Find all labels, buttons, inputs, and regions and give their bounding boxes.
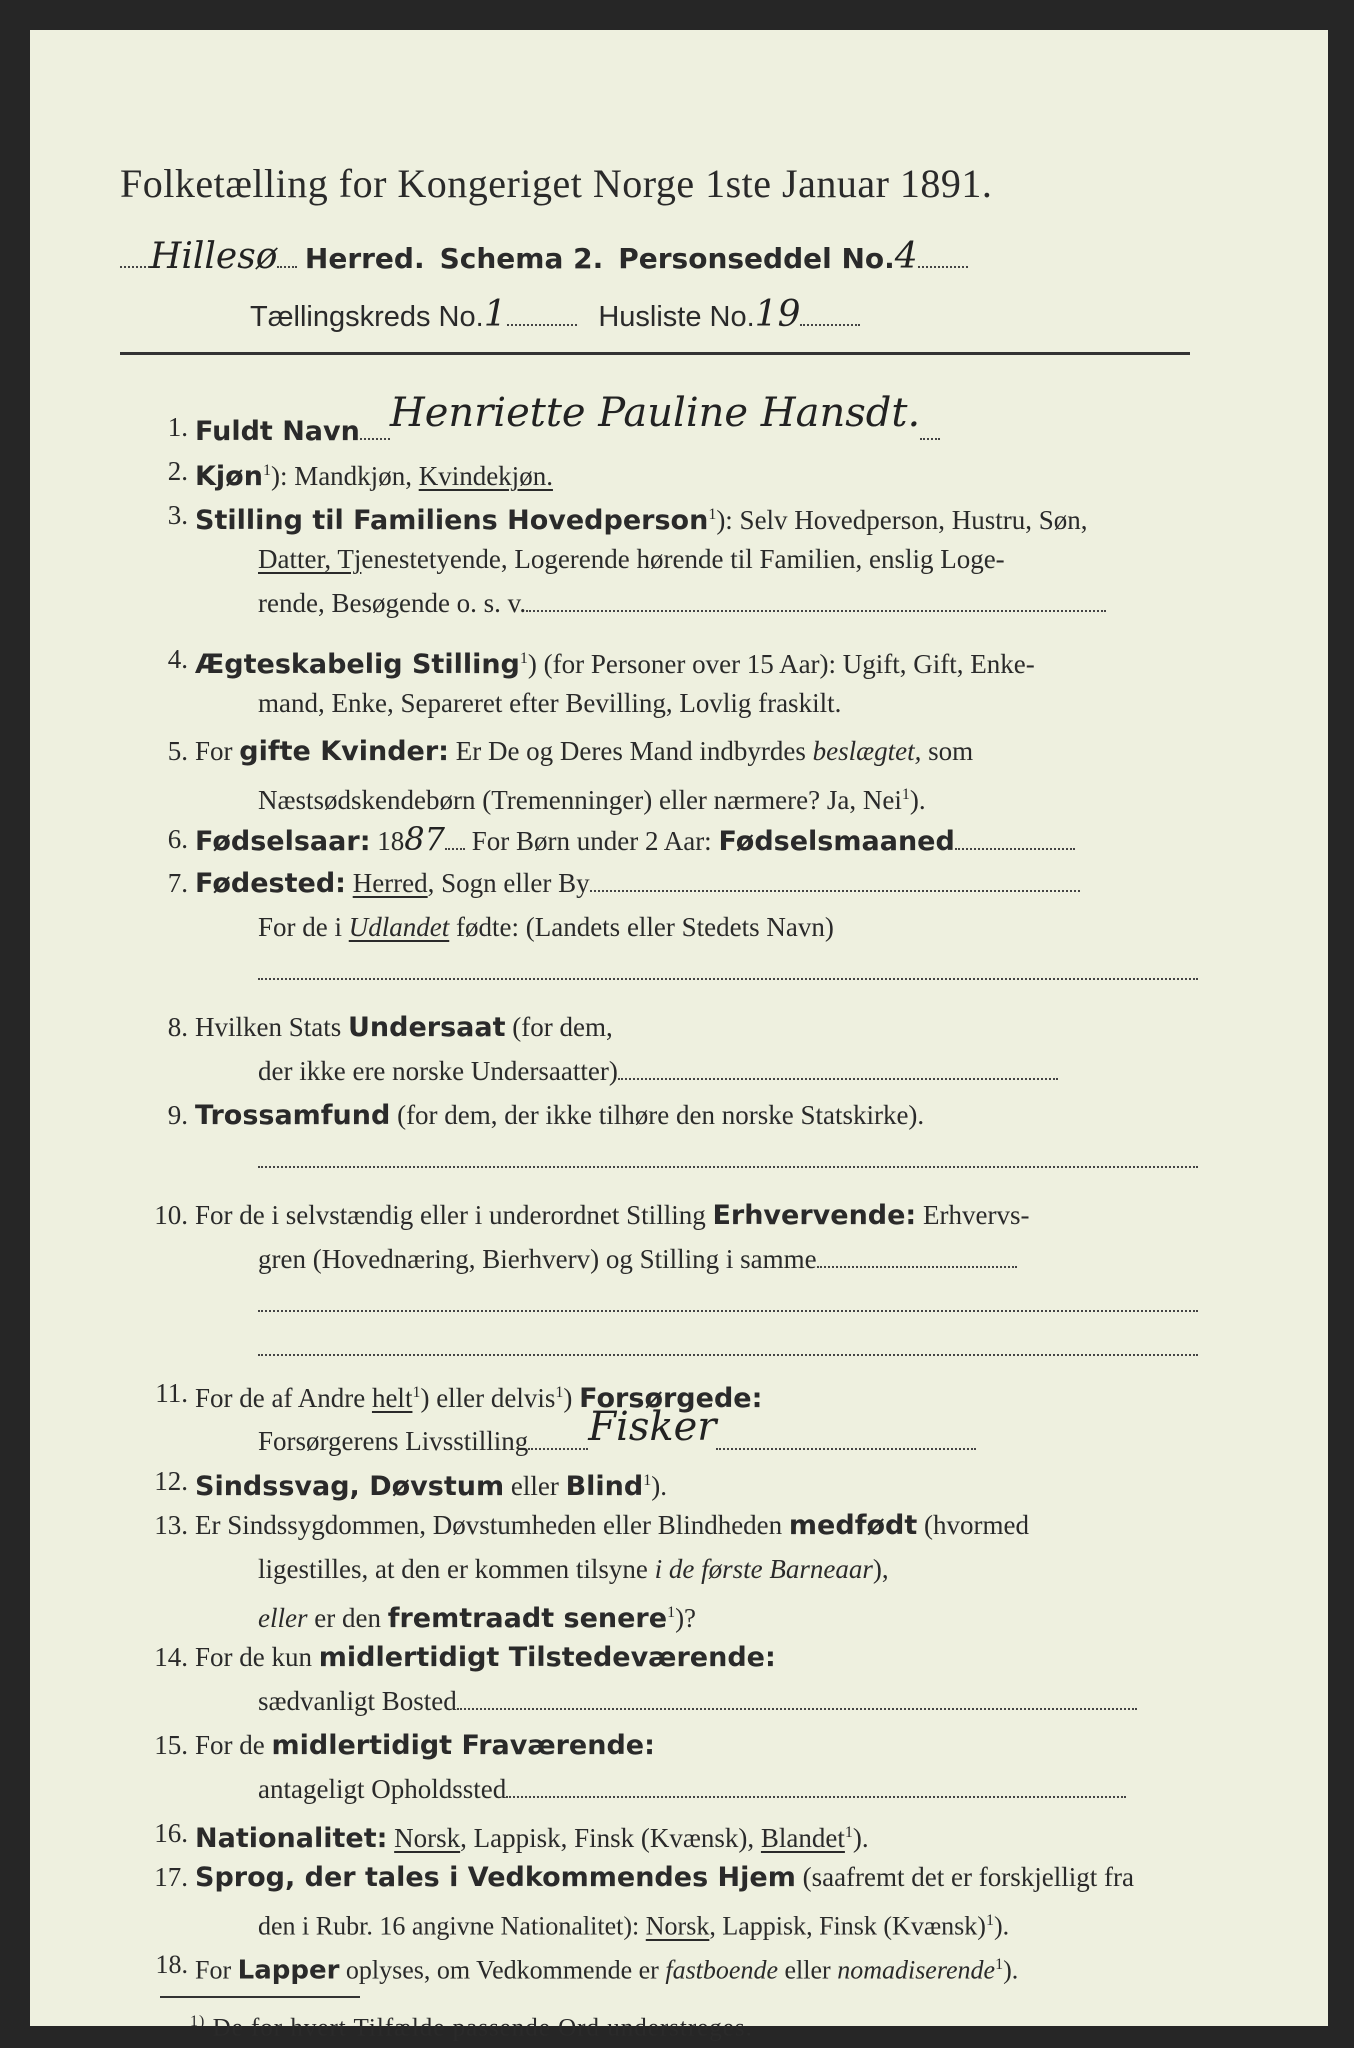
herred-name: Hillesø xyxy=(150,236,278,277)
taellingskreds-label: Tællingskreds No. xyxy=(250,301,484,333)
personseddel-label: Personseddel No. xyxy=(618,242,895,275)
personseddel-no: 4 xyxy=(894,236,918,277)
birth-year-answer: 87 xyxy=(404,820,445,858)
taellingskreds-no: 1 xyxy=(483,294,507,335)
census-form: Folketælling for Kongeriget Norge 1ste Januar 1891. Hillesø Herred. Schema 2. Personseddel No.4 Tællingskreds No.1 Husliste No.19 1. Fuldt Navn Henriette Pauline Hansdt. 2. Kjøn$^1$): Mandkjøn, Kvindekjøn. 3. Stilling til Familiens Hovedperson$^1$): Selv Hovedperson, Hustru, Søn, Datter, Tjenestetyende, Logerende hørende til Familien, enslig Loge- rende, Besøgende o. s. v. 4. Ægteskabelig Stilling$^1$) (for Personer over 15 Aar): Ugift, Gift, Enke- mand, Enke, Separeret efter Bevilling, Lovlig fraskilt. 5. For gifte Kvinder: Er De og Deres Mand indbyrdes beslægtet, som Næstsødskendebørn (Tremenninger) eller nærmere? Ja, Nei$^1$). 6. Fødselsaar: 1887 For Børn under 2 Aar: Fødselsmaaned 7. Fødested: Herred, Sogn eller By For de i Udlandet fødte: (Landets eller Stedets Navn) 8. Hvilken Stats Undersaat (for dem, der ikke ere norske Undersaatter) 9. Trossamfund (for dem, der ikke tilhøre den norske Statskirke). 10. For de i selvstændig eller i underordnet Stilling Erhvervende: Erhvervs- gren (Hovednæring, Bierhverv) og Stilling i samme 11. For de af Andre helt$^1$) eller delvis$^1$) Forsørgede: Forsørgerens Livsstilling Fisker 12. Sindssvag, Døvstum eller Blind$^1$). 13. Er Sindssygdommen, Døvstumheden eller Blindheden medfødt (hvormed ligestilles, at den er kommen tilsyne i de første Barneaar), eller er den fremtraadt senere$^1$)? 14. For de kun midlertidigt Tilstedeværende: sædvanligt Bosted 15. For de midlertidigt Fraværende: antageligt Opholdssted 16. Nationalitet: Norsk, Lappisk, Finsk (Kvænsk), Blandet$^1$). 17. Sprog, der tales i Vedkommendes Hjem (saafremt det er forskjelligt fra den i Rubr. 16 angivne Nationalitet): Norsk, Lappisk, Finsk (Kvænsk)$^1$). 18. For Lapper oplyses, om Vedkommende er fastboende eller nomadiserende$^1$). $^{1)}$ De for hvert Tilfælde passende Ord understreges. xyxy=(30,30,1328,2026)
header-rule xyxy=(120,352,1190,355)
form-title: Folketælling for Kongeriget Norge 1ste Januar 1891. xyxy=(120,161,993,206)
husliste-no: 19 xyxy=(754,294,801,335)
footnote-rule xyxy=(160,1996,360,1998)
provider-answer: Fisker xyxy=(588,1404,717,1450)
herred-line xyxy=(120,236,968,277)
herred-label: Herred. xyxy=(304,242,425,275)
full-name-answer: Henriette Pauline Hansdt. xyxy=(389,390,921,436)
husliste-label: Husliste No. xyxy=(598,301,755,333)
taellingskreds-line xyxy=(250,294,860,335)
footnote: $^{1)}$ De for hvert Tilfælde passende Ord understreges. xyxy=(190,2013,753,2042)
schema-label: Schema 2. xyxy=(439,242,604,275)
